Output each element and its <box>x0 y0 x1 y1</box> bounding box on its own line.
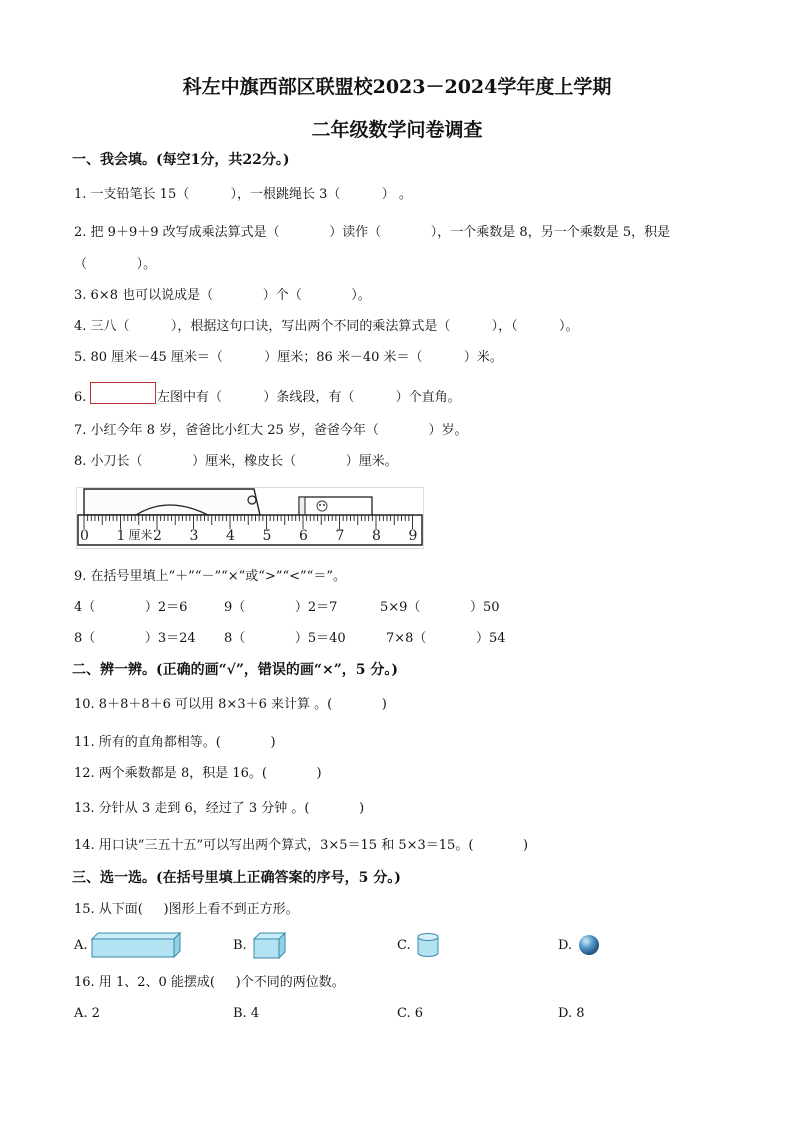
ruler-number: 0 <box>80 528 89 544</box>
cylinder-icon <box>416 932 440 958</box>
question-3: 3. 6×8 也可以说成是（ ）个（ ）。 <box>74 288 371 303</box>
q16-option-c: C. 6 <box>397 1006 424 1021</box>
option-c-label: C. <box>397 938 411 953</box>
sphere-icon <box>578 934 600 956</box>
page-title: 科左中旗西部区联盟校2023－2024学年度上学期 <box>182 76 612 98</box>
page-subtitle: 二年级数学问卷调查 <box>311 119 483 141</box>
question-16: 16. 用 1、2、0 能摆成( )个不同的两位数。 <box>74 975 345 990</box>
ruler-figure <box>76 487 424 549</box>
question-9-item-2: 9（ ）2＝7 <box>224 600 338 615</box>
question-9-item-5: 8（ ）5＝40 <box>224 631 346 646</box>
question-9: 9. 在括号里填上“＋”“－”“×”或“>”“<”“＝”。 <box>74 569 346 584</box>
option-b-label: B. <box>233 938 247 953</box>
q16-option-a: A. 2 <box>74 1006 100 1021</box>
question-6-number: 6. <box>74 390 87 405</box>
ruler-number: 4 <box>226 528 235 544</box>
question-15: 15. 从下面( )图形上看不到正方形。 <box>74 902 299 917</box>
rectangle-figure <box>90 382 156 404</box>
question-7: 7. 小红今年 8 岁，爸爸比小红大 25 岁，爸爸今年（ ）岁。 <box>74 423 468 438</box>
q16-option-d: D. 8 <box>558 1006 585 1021</box>
cube-icon <box>252 931 288 959</box>
knife-shape <box>84 489 260 515</box>
ruler-number: 2 <box>153 528 162 544</box>
q16-option-b: B. 4 <box>233 1006 260 1021</box>
question-2-line-1: 2. 把 9＋9＋9 改写成乘法算式是（ ）读作（ ），一个乘数是 8，另一个乘数是 5，积是 <box>74 225 671 240</box>
question-4: 4. 三八（ ），根据这句口诀，写出两个不同的乘法算式是（ ），（ ）。 <box>74 319 579 334</box>
question-6: 左图中有（ ）条线段，有（ ）个直角。 <box>157 390 461 405</box>
question-5: 5. 80 厘米－45 厘米＝（ ）厘米；86 米－40 米＝（ ）米。 <box>74 350 503 365</box>
ruler-number: 5 <box>262 528 272 544</box>
eraser-shape <box>299 497 372 517</box>
question-9-item-1: 4（ ）2＝6 <box>74 600 188 615</box>
ruler-unit: 厘米 <box>128 528 153 542</box>
ruler-number: 3 <box>189 528 199 544</box>
option-d-label: D. <box>558 938 573 953</box>
question-13: 13. 分针从 3 走到 6，经过了 3 分钟 。( ) <box>74 801 365 816</box>
section-1-heading: 一、我会填。(每空1分，共22分。) <box>72 152 290 168</box>
question-14: 14. 用口诀“三五十五”可以写出两个算式，3×5＝15 和 5×3＝15。( ) <box>74 838 529 853</box>
section-2-heading: 二、辨一辨。(正确的画“√”，错误的画“×”，5 分。) <box>72 662 399 678</box>
question-9-item-6: 7×8（ ）54 <box>386 631 506 646</box>
ruler-number: 7 <box>335 528 345 544</box>
question-9-item-3: 5×9（ ）50 <box>380 600 500 615</box>
question-11: 11. 所有的直角都相等。( ) <box>74 735 276 750</box>
ruler-number: 6 <box>299 528 308 544</box>
question-1: 1. 一支铅笔长 15（ ），一根跳绳长 3（ ） 。 <box>74 187 412 202</box>
section-3-heading: 三、选一选。(在括号里填上正确答案的序号，5 分。) <box>72 870 401 886</box>
question-2-line-2: （ ）。 <box>74 257 157 272</box>
ruler-number: 1 <box>116 528 126 544</box>
cuboid-icon <box>90 931 182 959</box>
question-8: 8. 小刀长（ ）厘米，橡皮长（ ）厘米。 <box>74 454 398 469</box>
question-9-item-4: 8（ ）3＝24 <box>74 631 196 646</box>
ruler-number: 9 <box>408 528 418 544</box>
option-a-label: A. <box>74 938 88 953</box>
question-10: 10. 8＋8＋8＋6 可以用 8×3＋6 来计算 。( ) <box>74 697 387 712</box>
question-12: 12. 两个乘数都是 8，积是 16。( ) <box>74 766 322 781</box>
ruler-number: 8 <box>372 528 381 544</box>
